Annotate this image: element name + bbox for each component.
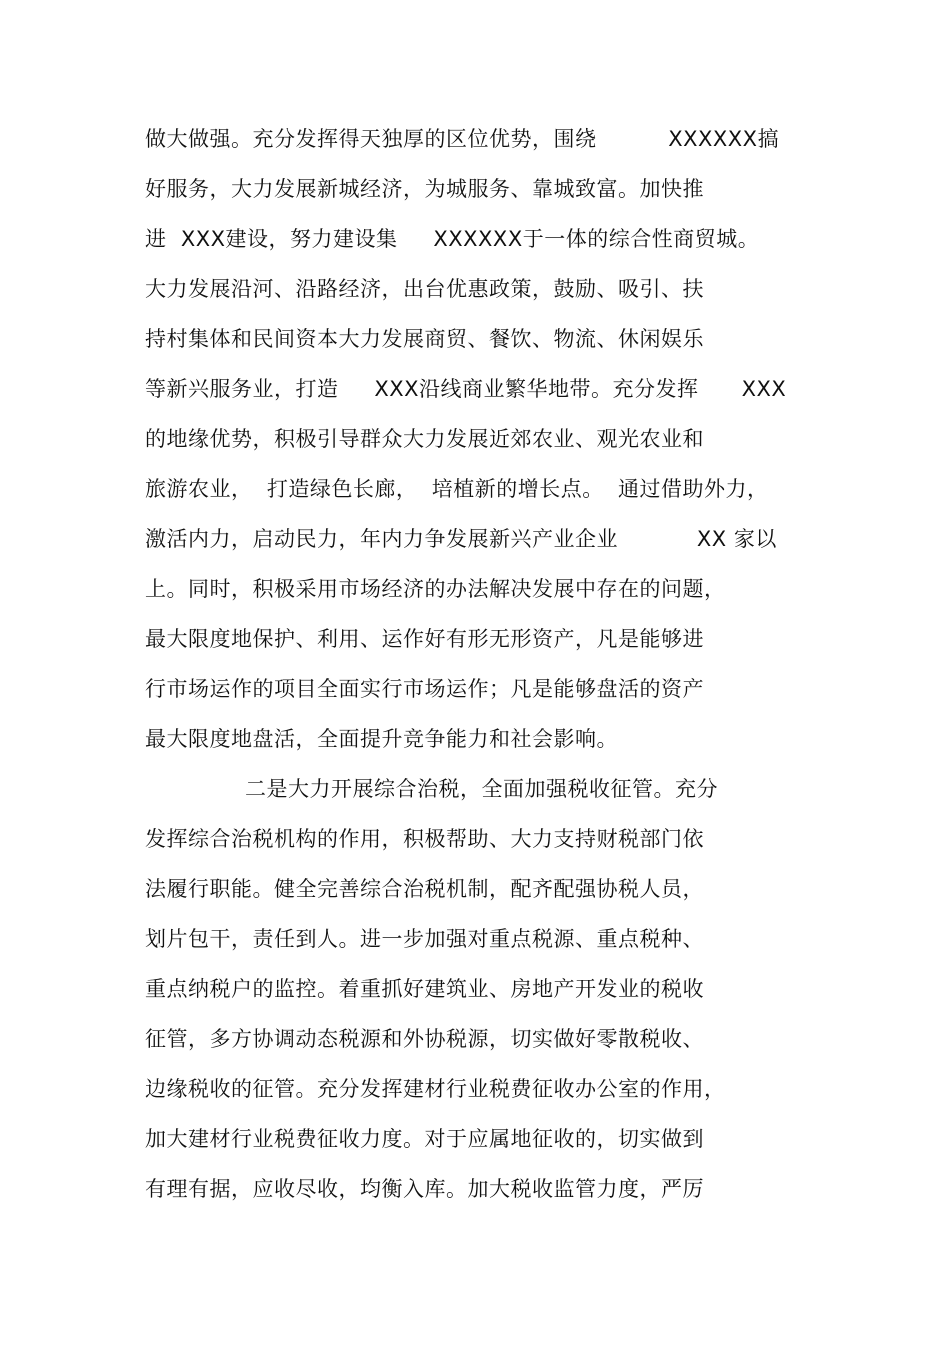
text-line: 划片包干，责任到人。进一步加强对重点税源、重点税种、: [145, 927, 704, 951]
paragraph-start-line: 二是大力开展综合治税，全面加强税收征管。充分: [245, 777, 718, 801]
text-line: 最大限度地盘活，全面提升竞争能力和社会影响。: [145, 727, 618, 751]
text-line: 重点纳税户的监控。着重抓好建筑业、房地产开发业的税收: [145, 977, 704, 1001]
text-line: 等新兴服务业，打造 XXX沿线商业繁华地带。充分发挥 XXX: [145, 377, 787, 401]
text-line: 的地缘优势，积极引导群众大力发展近郊农业、观光农业和: [145, 427, 704, 451]
text-line: 做大做强。充分发挥得天独厚的区位优势，围绕 XXXXXX搞: [145, 127, 780, 151]
text-line: 激活内力，启动民力，年内力争发展新兴产业企业 XX 家以: [145, 527, 777, 551]
text-line: 有理有据，应收尽收，均衡入库。加大税收监管力度，严厉: [145, 1177, 704, 1201]
text-line: 持村集体和民间资本大力发展商贸、餐饮、物流、休闲娱乐: [145, 327, 704, 351]
text-line: 征管，多方协调动态税源和外协税源，切实做好零散税收、: [145, 1027, 704, 1051]
text-line: 最大限度地保护、利用、运作好有形无形资产，凡是能够进: [145, 627, 704, 651]
text-line: 法履行职能。健全完善综合治税机制，配齐配强协税人员，: [145, 877, 704, 901]
text-line: 上。同时，积极采用市场经济的办法解决发展中存在的问题，: [145, 577, 726, 601]
text-line: 好服务，大力发展新城经济，为城服务、靠城致富。加快推: [145, 177, 704, 201]
text-line: 进 XXX建设，努力建设集 XXXXXX于一体的综合性商贸城。: [145, 227, 760, 251]
text-line: 边缘税收的征管。充分发挥建材行业税费征收办公室的作用，: [145, 1077, 726, 1101]
text-line: 发挥综合治税机构的作用，积极帮助、大力支持财税部门依: [145, 827, 704, 851]
text-line: 加大建材行业税费征收力度。对于应属地征收的，切实做到: [145, 1127, 704, 1151]
text-line: 大力发展沿河、沿路经济，出台优惠政策，鼓励、吸引、扶: [145, 277, 704, 301]
text-line: 行市场运作的项目全面实行市场运作；凡是能够盘活的资产: [145, 677, 704, 701]
text-line: 旅游农业， 打造绿色长廊， 培植新的增长点。 通过借助外力，: [145, 477, 769, 501]
